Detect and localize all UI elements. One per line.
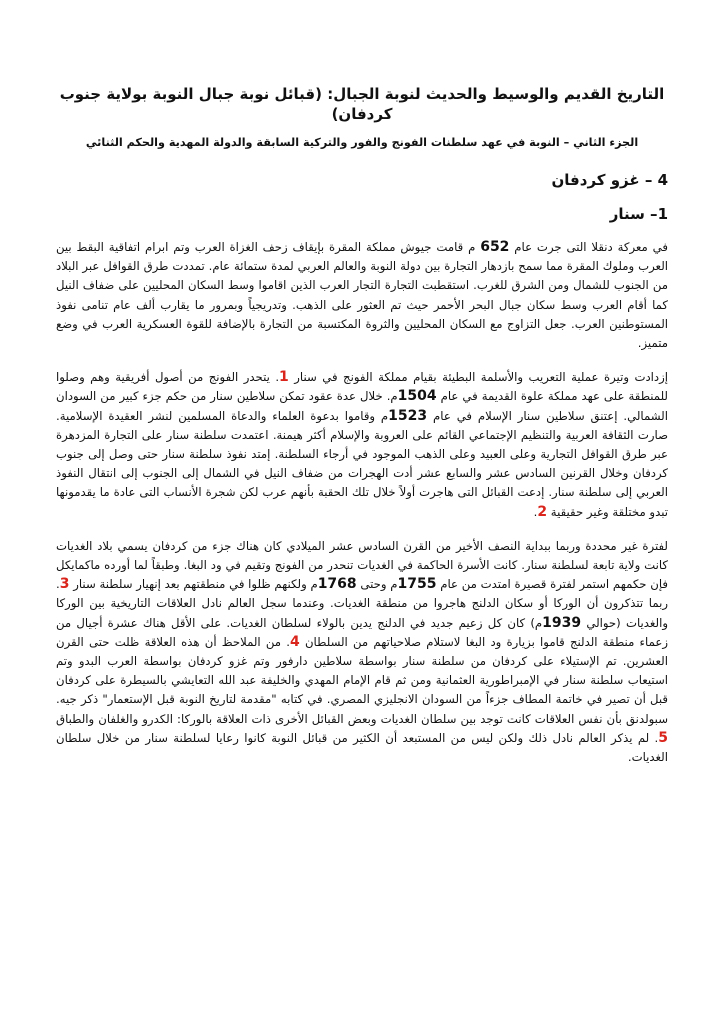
year-number: 1523 (388, 407, 428, 424)
paragraph-text: م وقاموا بدعوة العلماء والدعاة المسلمين لنشر العقيدة الإسلامية. صارت الثقافة العربية والتنظيم الإجتماعي القائم على العروبة والإسلام أكثر هيمنة. اعتمدت سلطنة سنار على التجارة المزدهرة عبر طرق القوافل التجارية وعلى العبيد وعلى الذهب الموجود في أرجاء السلطنة. إمتد نفوذ سلطنة سنار حتى وصل إلى جنوب كردفان وخلال القرنين السادس عشر والسابع عشر أدت الهجرات من ضفاف النيل في الشمال إلى الجنوب إلى انتقال النفوذ العربي إلى سلطنة سنار. إدعت القبائل التى هاجرت أولاً خلال تلك الحقبة بأنهم عرب لكن شجرة الأنساب التى عادة ما يقدمونها تبدو مختلقة وغير حقيقية (56, 408, 668, 519)
paragraph-3 (56, 537, 668, 767)
footnote-ref[interactable]: 5 (658, 729, 668, 746)
paragraph-text: . (533, 504, 538, 519)
document-title: التاريخ القديم والوسيط والحديث لنوبة الجبال: (قبائل نوبة جبال النوبة بولاية جنوب كردفان) (59, 85, 665, 123)
year-number: 1939 (542, 614, 582, 631)
year-number: 652 (480, 239, 510, 255)
footnote-ref[interactable]: 1 (279, 369, 289, 386)
footnote-ref[interactable]: 4 (289, 633, 300, 650)
subsection-heading: 1– سنار (609, 205, 668, 223)
year-number: 1755 (397, 576, 437, 593)
paragraph-2 (56, 368, 668, 522)
paragraph-text: م) كان كل زعيم جديد في الدلنج يدين بالولاء لسلطان الغديات. على الأقل هناك عشرة أجيال من زعماء منطقة الدلنج قاموا بزيارة ود البغا لاستلام صلاحياتهم من السلطان (56, 615, 668, 649)
document-page (56, 84, 668, 782)
paragraph-text: م قامت جيوش مملكة المقرة بإيقاف زحف الغزاة العرب وتم ابرام اتفاقية البقط بين العرب وملوك المقرة مما سمح بازدهار التجارة بين دولة النوبة والعالم العربي لمدة ستمائة عام. تمددت طرق القوافل عبر البلاد من الجنوب للشمال ومن الشرق للغرب. استقطبت التجارة التجار العرب الذين اقاموا وسط السكان المحليين على ضفاف النيل كما أقام العرب وسط سكان جبال البحر الأحمر حيث تم العثور على الذهب. وتدريجياً وبمرور ما يقارب ألف عام تنامى نفوذ المستوطنين العرب. جعل التزاوج مع السكان المحليين والثروة المكتسبة من التجارة بالإضافة للقوة العسكرية العرب في وضع متميز. (56, 240, 668, 351)
year-number: 1768 (317, 576, 357, 593)
paragraph-text: . يتحدر الفونج من أصول أفريقية وهم وصلوا للمنطقة على عهد مملكة علوة القديمة في عام (56, 370, 668, 404)
section-heading: 4 – غزو كردفان (551, 171, 668, 189)
footnote-ref[interactable]: 3 (59, 576, 70, 593)
paragraph-text: . من الملاحظ أن هذه العلاقة ظلت حتى القرن العشرين. تم الإستيلاء على كردفان من سلطنة سنار بواسطة سلاطين دارفور وتم غزو كردفان بواسطة العرب البدو وتم استيعاب سلطنة سنار في الإمبراطورية العثمانية ومن ثم قام الإمام المهدي والخليفة عبد الله التعايشي بالسيطرة على كردفان قبل أن تصير في خاتمة المطاف جزءاً من السودان الانجليزي المصري. في كتابه "مقدمة لتاريخ النوبة قبل الإستعمار" ذكر جيه. سبولدنق بأن نفس العلاقات كانت توجد بين سلطان الغديات وبعض القبائل الأخرى ذات العلاقة بالوركا: الكدرو والغلفان والطباق (56, 634, 668, 726)
paragraph-text: . ربما تتذكرون أن الوركا أو سكان الدلنج هاجروا من منطقة الغديات. وعندما سجل العالم نادل العلاقات التاريخية بين الوركا والغديات (حوالي (56, 577, 668, 630)
paragraph-text: في معركة دنقلا التى جرت عام (509, 240, 668, 254)
paragraph-text: م ولكنهم ظلوا في منطقتهم بعد إنهيار سلطنة سنار (69, 577, 318, 592)
paragraph-text: م. خلال عدة عقود تمكن سلاطين سنار من حكم جزء كبير من السودان الشمالي. إعتنق سلاطين سنار الإسلام في عام (56, 389, 668, 423)
paragraph-1 (56, 238, 668, 353)
document-subtitle: الجزء الثاني – النوبة في عهد سلطنات الفونج والفور والتركية السابقة والدولة المهدية والحكم الثنائي (85, 136, 639, 149)
year-number: 1504 (397, 388, 437, 405)
paragraph-text: . لم يذكر العالم نادل ذلك ولكن ليس من المستبعد أن الكثير من قبائل النوبة كانوا رعايا لسلطنة سنار من خلال سلطان الغديات. (56, 730, 668, 765)
paragraph-text: م وحتى (356, 577, 398, 592)
footnote-ref[interactable]: 2 (537, 503, 548, 520)
paragraph-text: لفترة غير محددة وربما ببداية النصف الأخير من القرن السادس عشر الميلادي كان هناك جزء من كردفان يسمي بلاد الغديات كانت ولاية تابعة لسلطنة سنار. كانت الأسرة الحاكمة في الغديات تنحدر من الفونج وتقيم في ود البغا. وطبقاً لما أورده ماكمايكل فإن حكمهم استمر لفترة قصيرة امتدت من عام (56, 538, 668, 592)
paragraph-text: إزدادت وتيرة عملية التعريب والأسلمة البطيئة بقيام مملكة الفونج في سنار (288, 370, 668, 385)
